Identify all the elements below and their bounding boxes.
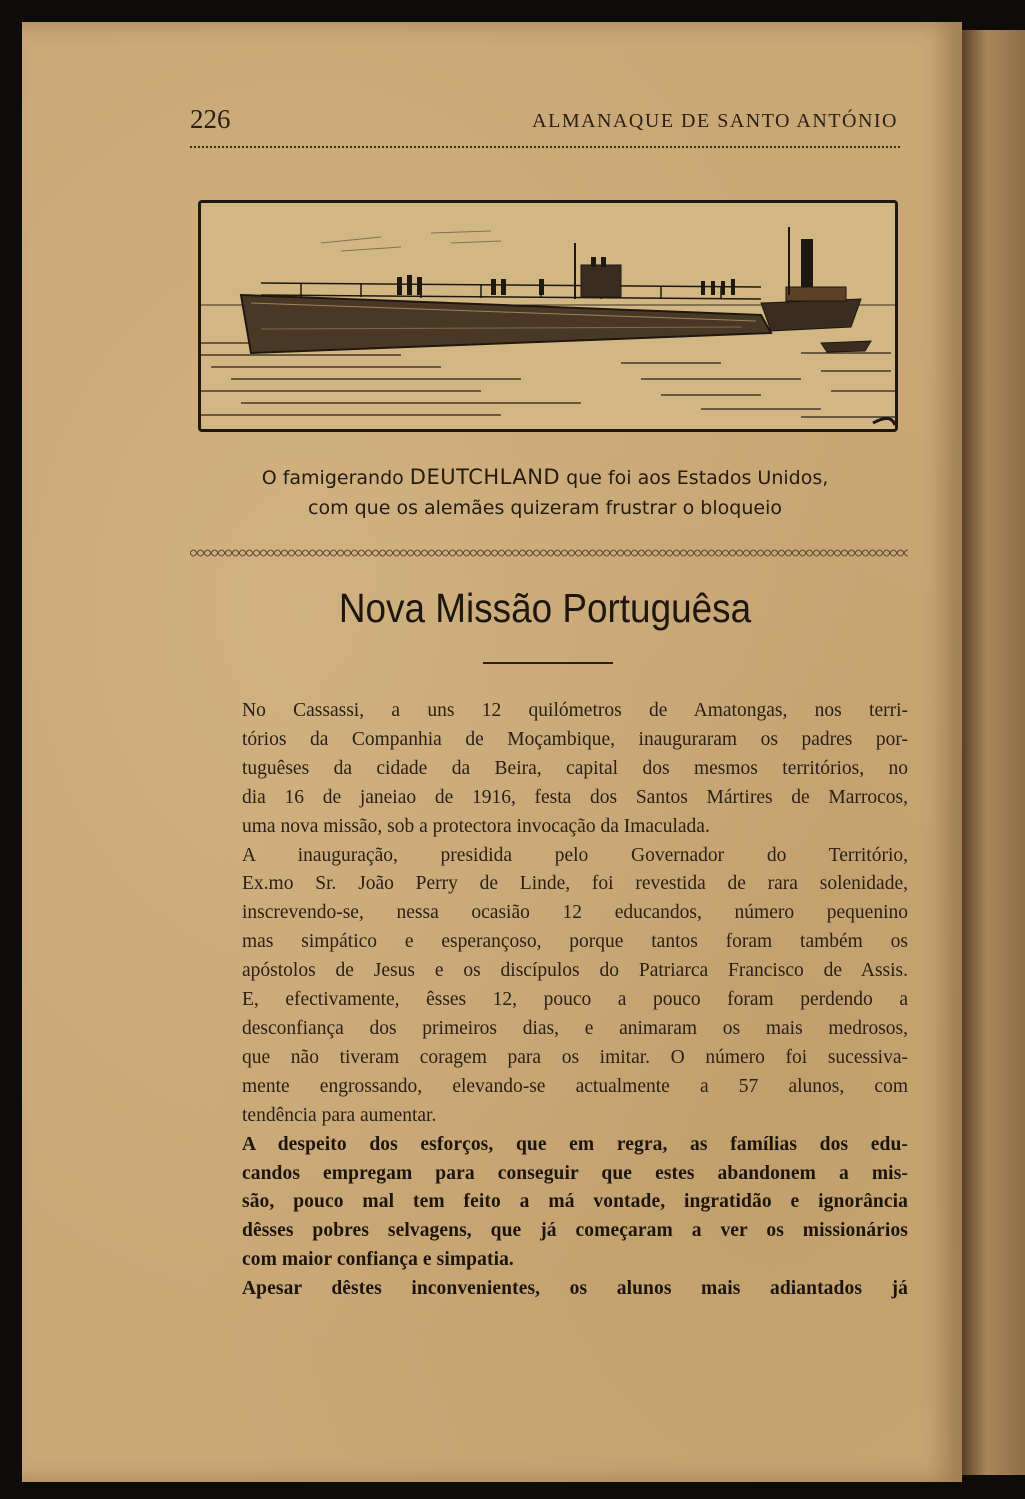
body-line: dia 16 de janeiao de 1916, festa dos Santos Mártires de Marrocos, — [242, 786, 908, 808]
paragraph — [192, 697, 908, 842]
body-line: tuguêses da cidade da Beira, capital dos mesmos territórios, no — [242, 757, 908, 779]
body-line: mas simpático e esperançoso, porque tantos foram também os — [242, 931, 908, 953]
caption-line-1-start: O famigerando — [261, 467, 410, 489]
illustration-caption — [190, 462, 900, 523]
body-line: E, efectivamente, êsses 12, pouco a pouco foram perdendo a — [242, 989, 908, 1011]
body-line: são, pouco mal tem feito a má vontade, ingratidão e ignorância — [242, 1191, 908, 1213]
page-header — [190, 104, 900, 140]
caption-line-1-end: que foi aos Estados Unidos, — [560, 467, 829, 489]
body-line: candos empregam para conseguir que estes abandonem a mis- — [242, 1162, 908, 1184]
caption-ship-name: DEUTCHLAND — [409, 465, 561, 489]
title-rule — [483, 662, 613, 664]
body-line: inscrevendo-se, nessa ocasião 12 educandos, número pequenino — [242, 902, 908, 924]
body-line: A despeito dos esforços, que em regra, as famílias dos edu- — [242, 1133, 908, 1155]
paragraph — [192, 986, 908, 1131]
article-title: Nova Missão Portuguêsa — [338, 585, 752, 631]
decorative-divider — [190, 546, 908, 560]
running-title: ALMANAQUE DE SANTO ANTÓNIO — [532, 110, 898, 132]
body-line: Ex.mo Sr. João Perry de Linde, foi revestida de rara solenidade, — [242, 873, 908, 895]
body-line: No Cassassi, a uns 12 quilómetros de Amatongas, nos terri- — [242, 700, 908, 721]
body-line: mente engrossando, elevando-se actualmente a 57 alunos, com — [242, 1075, 908, 1097]
body-line: A inauguração, presidida pelo Governador do Território, — [242, 844, 908, 866]
submarine-illustration — [198, 200, 898, 432]
body-line: tórios da Companhia de Moçambique, inauguraram os padres por- — [242, 728, 908, 750]
body-line: dêsses pobres selvagens, que já começaram a ver os missionários — [242, 1220, 908, 1242]
paragraph — [192, 842, 908, 987]
body-line: desconfiança dos primeiros dias, e animaram os mais medrosos, — [242, 1017, 908, 1039]
next-page-edge — [962, 30, 1025, 1475]
body-line: uma nova missão, sob a protectora invocação da Imaculada. — [242, 815, 710, 837]
body-line: com maior confiança e simpatia. — [242, 1249, 514, 1271]
paragraph — [192, 1275, 908, 1304]
page-number: 226 — [190, 104, 231, 134]
body-line: Apesar dêstes inconvenientes, os alunos mais adiantados já — [242, 1278, 908, 1300]
header-dotted-rule — [190, 146, 900, 148]
body-line: que não tiveram coragem para os imitar. O número foi sucessiva- — [242, 1046, 908, 1068]
body-line: tendência para aumentar. — [242, 1104, 437, 1126]
body-line: apóstolos de Jesus e os discípulos do Patriarca Francisco de Assis. — [242, 960, 908, 982]
paragraph — [192, 1131, 908, 1276]
caption-line-2: com que os alemães quizeram frustrar o bloqueio — [308, 497, 782, 519]
caption-line-1 — [190, 462, 900, 493]
article-body — [192, 697, 908, 1304]
submarine-drawing — [201, 203, 895, 429]
